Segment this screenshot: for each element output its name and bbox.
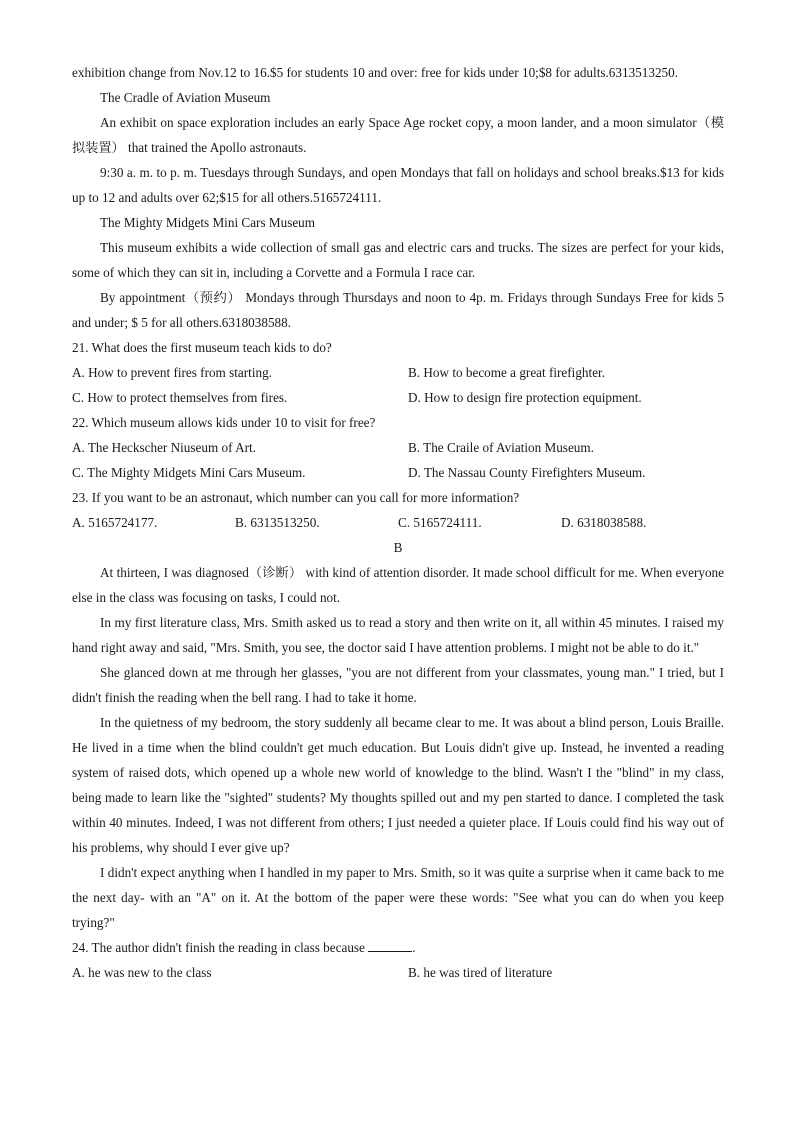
option-22-a: A. The Heckscher Niuseum of Art. [72,440,256,455]
museum-info-mighty-midgets: By appointment（预约） Mondays through Thursdays and noon to 4p. m. Fridays through Sundays Free for kids 5 and under; $ 5 for all others.6318038588. [72,290,724,330]
option-21-c: C. How to protect themselves from fires. [72,390,288,405]
option-23-a: A. 5165724177. [72,515,158,530]
museum-info-cradle-aviation: 9:30 a. m. to p. m. Tuesdays through Sundays, and open Mondays that fall on holidays and school breaks.$13 for kids up to 12 and adults over 62;$15 for all others.5165724111. [72,165,724,205]
option-22-c: C. The Mighty Midgets Mini Cars Museum. [72,465,306,480]
question-23-options [72,510,724,535]
question-21-options-row-2 [72,385,724,410]
passage-b-paragraph-1: At thirteen, I was diagnosed（诊断） with kind of attention disorder. It made school difficult for me. When everyone else in the class was focusing on tasks, I could not. [72,565,724,605]
option-23-d: D. 6318038588. [561,515,647,530]
museum-description-cradle-aviation: An exhibit on space exploration includes an early Space Age rocket copy, a moon lander, and a moon simulator（模拟装置） that trained the Apollo astronauts. [72,115,724,155]
question-24-end: . [412,940,416,955]
option-22-b: B. The Craile of Aviation Museum. [408,440,594,455]
question-21: 21. What does the first museum teach kids to do? [72,340,332,355]
question-22-options-row-2 [72,460,724,485]
passage-b-paragraph-3: She glanced down at me through her glasses, "you are not different from your classmates, young man." I tried, but I didn't finish the reading when the bell rang. I had to take it home. [72,665,724,705]
passage-a-continuation: exhibition change from Nov.12 to 16.$5 for students 10 and over: free for kids under 10;$8 for adults.6313513250. [72,65,679,80]
option-21-d: D. How to design fire protection equipment. [408,390,642,405]
question-23: 23. If you want to be an astronaut, which number can you call for more information? [72,490,520,505]
section-letter-b: B [393,540,403,555]
museum-title-mighty-midgets: The Mighty Midgets Mini Cars Museum [100,215,316,230]
option-23-b: B. 6313513250. [235,515,320,530]
answer-blank [368,937,412,952]
question-24-options-row-1 [72,960,724,985]
exam-page [72,60,724,985]
question-22-options-row-1 [72,435,724,460]
museum-title-cradle-aviation: The Cradle of Aviation Museum [100,90,271,105]
question-24 [72,935,724,960]
option-22-d: D. The Nassau County Firefighters Museum. [408,465,646,480]
passage-b-paragraph-2: In my first literature class, Mrs. Smith asked us to read a story and then write on it, all within 45 minutes. I raised my hand right away and said, "Mrs. Smith, you see, the doctor said I have attention problems. I might not be able to do it." [72,615,724,655]
option-24-a: A. he was new to the class [72,965,212,980]
passage-b-paragraph-4: In the quietness of my bedroom, the story suddenly all became clear to me. It was about a blind person, Louis Braille. He lived in a time when the blind couldn't get much education. But Louis didn't give up. Instead, he invented a reading system of raised dots, which opened up a whole new world of knowledge to the blind. Wasn't I the "blind" in my class, being made to learn like the "sighted" students? My thoughts spilled out and my pen started to dance. I completed the task within 40 minutes. Indeed, I was not different from others; I just needed a quieter place. If Louis could find his way out of his problems, why should I ever give up? [72,715,724,855]
question-22: 22. Which museum allows kids under 10 to visit for free? [72,415,376,430]
question-21-options-row-1 [72,360,724,385]
museum-description-mighty-midgets: This museum exhibits a wide collection of small gas and electric cars and trucks. The sizes are perfect for your kids, some of which they can sit in, including a Corvette and a Formula I race car. [72,240,724,280]
option-24-b: B. he was tired of literature [408,965,553,980]
option-21-b: B. How to become a great firefighter. [408,365,606,380]
passage-b-paragraph-5: I didn't expect anything when I handled in my paper to Mrs. Smith, so it was quite a surprise when it came back to me the next day- with an "A" on it. At the bottom of the paper were these words: "See what you can do when you keep trying?" [72,865,724,930]
option-21-a: A. How to prevent fires from starting. [72,365,272,380]
option-23-c: C. 5165724111. [398,515,482,530]
question-24-stem: 24. The author didn't finish the reading in class because [72,940,365,955]
